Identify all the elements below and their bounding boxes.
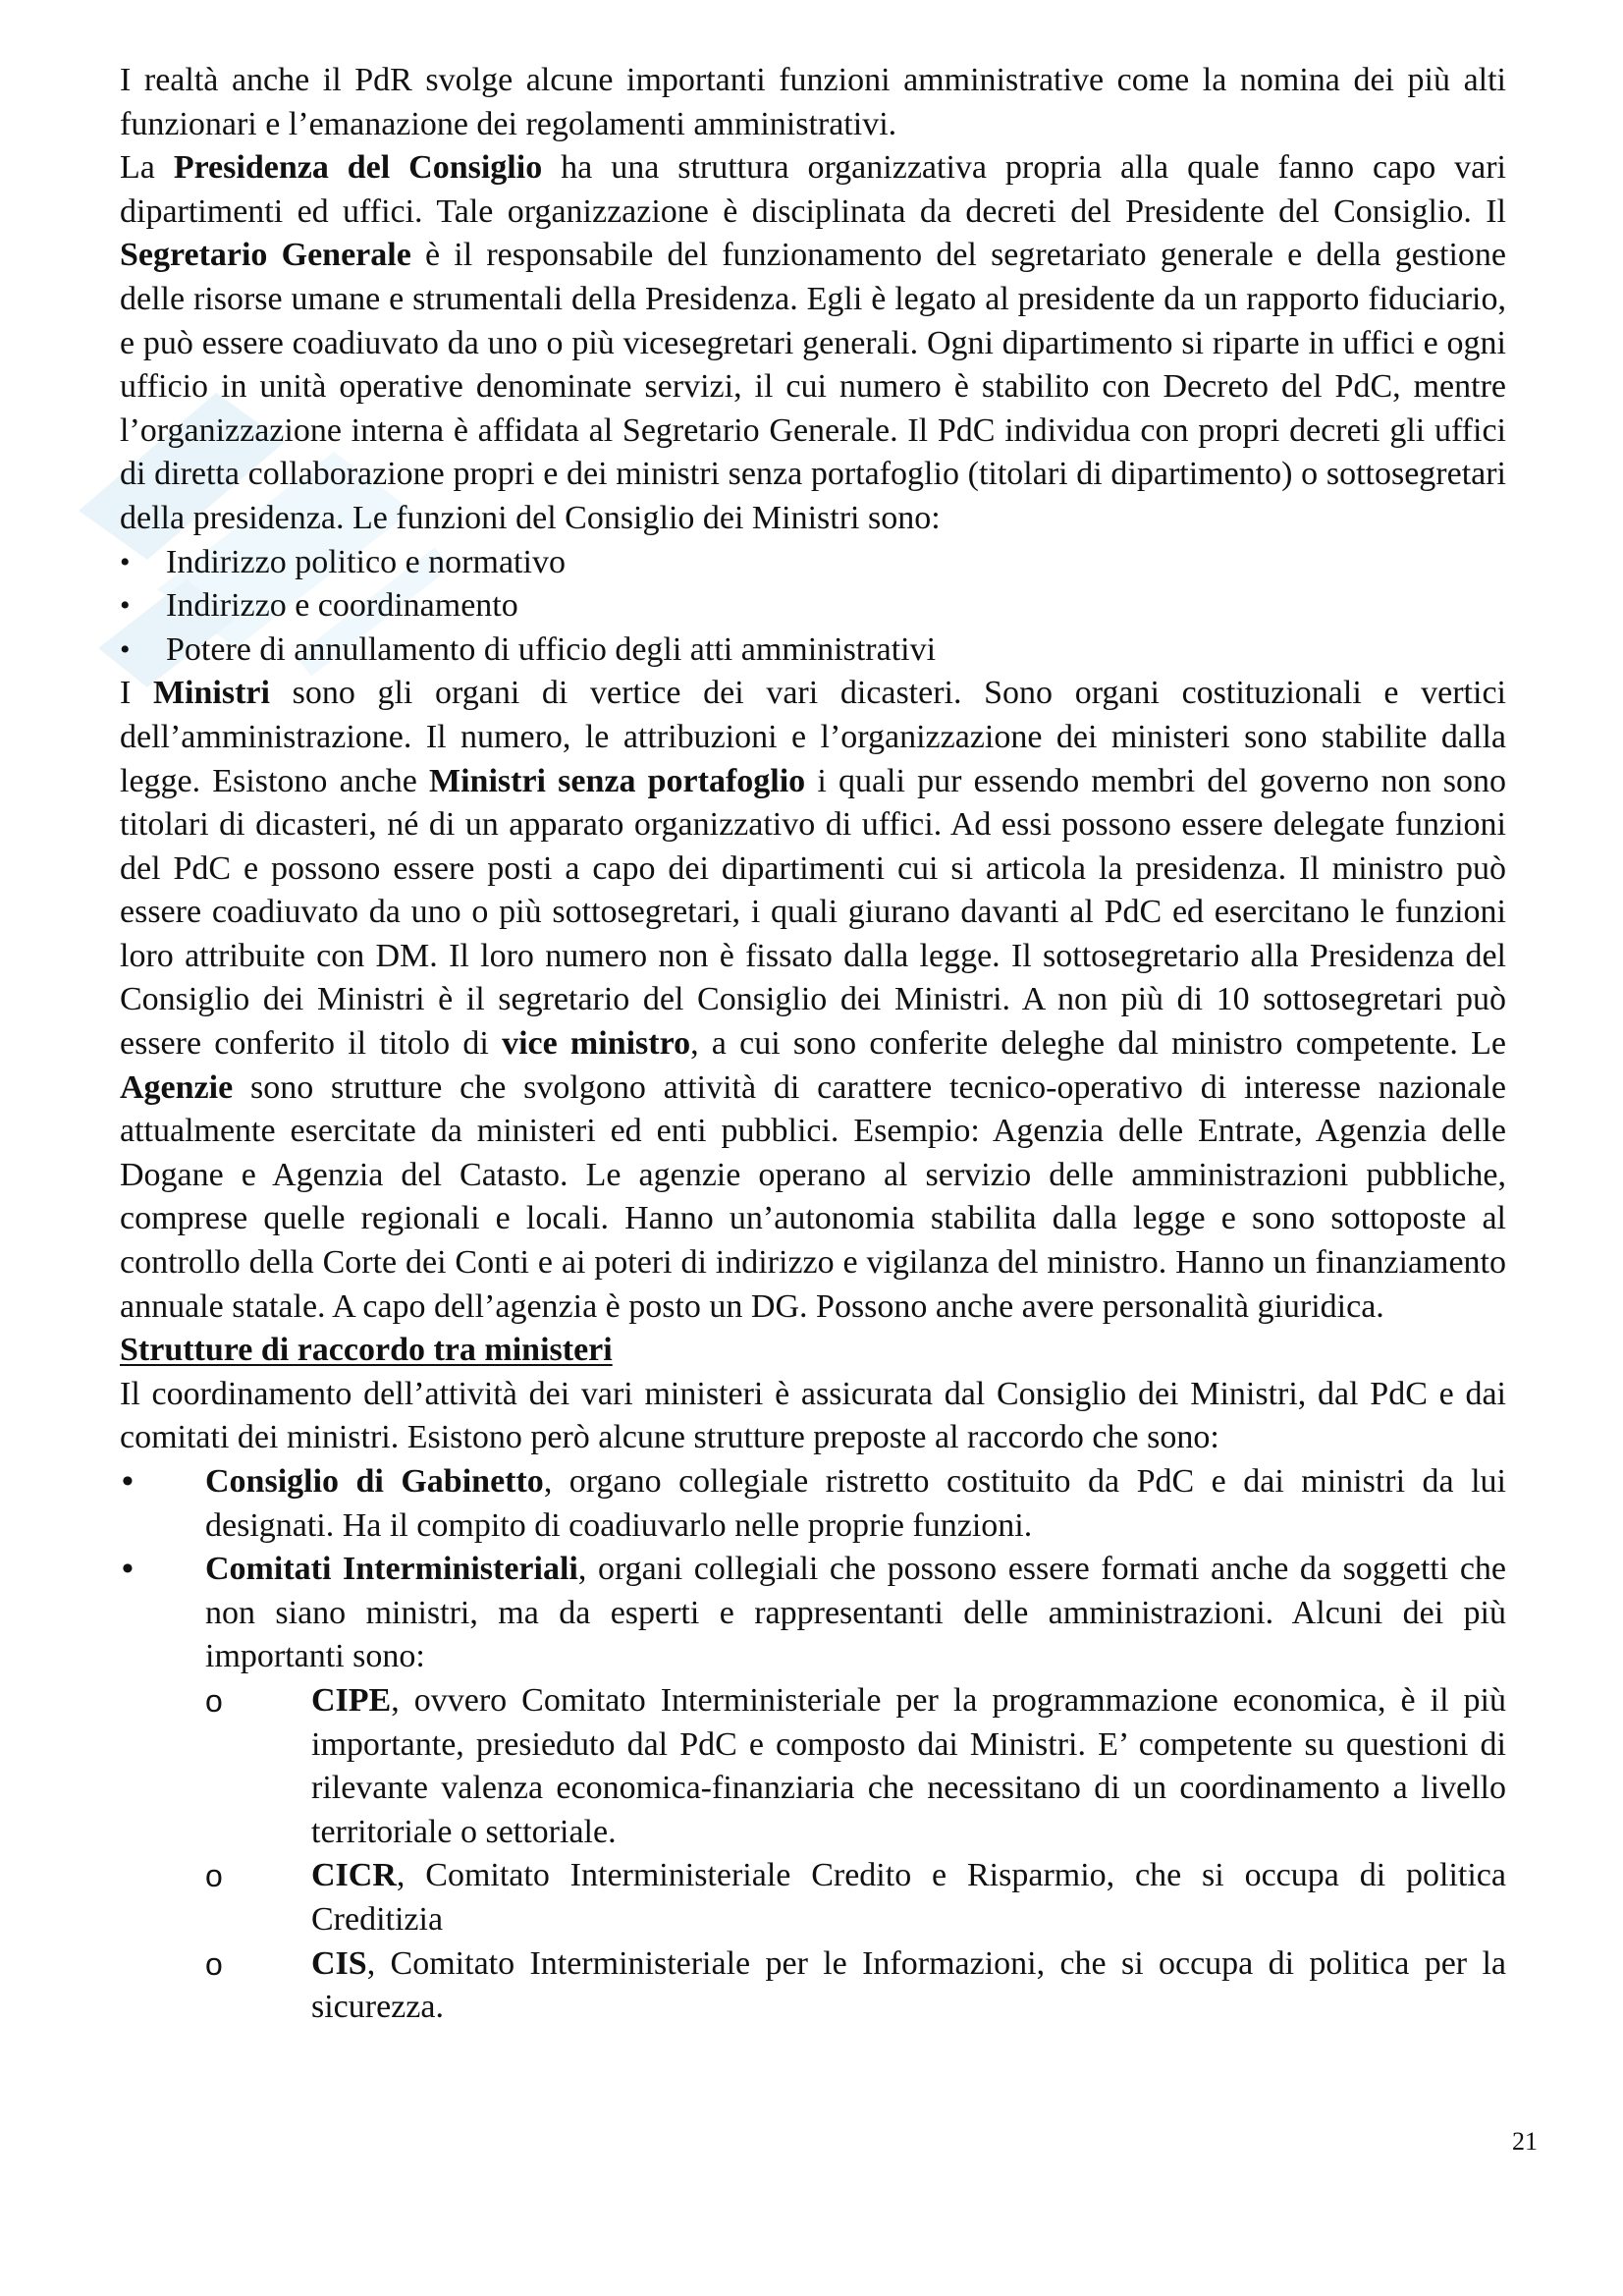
circle-bullet-icon: o [205, 1945, 223, 1982]
list-item: • Indirizzo politico e normativo [120, 541, 1506, 585]
committees-list [120, 1679, 1506, 2030]
functions-list [120, 541, 1506, 673]
term-ministri-senza-portafoglio: Ministri senza portafoglio [429, 762, 806, 799]
term-segretario-generale: Segretario Generale [120, 237, 411, 274]
paragraph-presidenza: La Presidenza del Consiglio ha una struttura organizzativa propria alla quale fanno capo vari dipartimenti ed uffici. Tale organizzazione è disciplinata da decreti del Presidente del Consiglio. Il Segretario Generale è il responsabile del funzionamento del segretariato generale e della gestione delle risorse umane e strumentali della Presidenza. Egli è legato al presidente da un rapporto fiduciario, e può essere coadiuvato da uno o più vicesegretari generali. Ogni dipartimento si riparte in uffici e ogni ufficio in unità operative denominate servizi, il cui numero è stabilito con Decreto del PdC, mentre l’organizzazione interna è affidata al Segretario Generale. Il PdC individua con propri decreti gli uffici di diretta collaborazione propri e dei ministri senza portafoglio (titolari di dipartimento) o sottosegretari della presidenza. Le funzioni del Consiglio dei Ministri sono: [120, 149, 1507, 536]
bullet-icon: • [120, 589, 131, 623]
document-page [120, 59, 1506, 2030]
section-title: Strutture di raccordo tra ministeri [120, 1332, 613, 1369]
list-item: o CICR, Comitato Interministeriale Credito e Risparmio, che si occupa di politica Creditizia [205, 1854, 1506, 1941]
list-item: o CIS, Comitato Interministeriale per le Informazioni, che si occupa di politica per la sicurezza. [205, 1942, 1506, 2030]
structures-list [120, 1460, 1506, 1679]
term-vice-ministro: vice ministro [502, 1025, 691, 1063]
list-item: o CIPE, ovvero Comitato Interministeriale per la programmazione economica, è il più importante, presieduto dal PdC e composto dai Ministri. E’ competente su questioni di rilevante valenza economica-finanziaria che necessitano di un coordinamento a livello territoriale o settoriale. [205, 1679, 1506, 1854]
term-agenzie: Agenzie [120, 1068, 234, 1106]
circle-bullet-icon: o [205, 1858, 223, 1894]
term-comitati-interministeriali: Comitati Interministeriali [205, 1551, 578, 1588]
bullet-icon: • [120, 632, 131, 666]
paragraph-pdr: I realtà anche il PdR svolge alcune importanti funzioni amministrative come la nomina dei più alti funzionari e l’emanazione dei regolamenti amministrativi. [120, 62, 1506, 142]
term-cicr: CICR [311, 1857, 397, 1894]
bullet-icon: • [122, 1551, 134, 1588]
bullet-icon: • [122, 1463, 134, 1500]
term-cis: CIS [311, 1944, 367, 1982]
term-cipe: CIPE [311, 1681, 392, 1719]
list-item: • Comitati Interministeriali, organi collegiali che possono essere formati anche da soggetti che non siano ministri, ma da esperti e rappresentanti delle amministrazioni. Alcuni dei più importanti sono: [120, 1548, 1506, 1679]
list-item: • Consiglio di Gabinetto, organo collegiale ristretto costituito da PdC e dai ministri da lui designati. Ha il compito di coadiuvarlo nelle proprie funzioni. [120, 1460, 1506, 1548]
circle-bullet-icon: o [205, 1682, 223, 1719]
list-item: • Potere di annullamento di ufficio degli atti amministrativi [120, 629, 1506, 673]
term-ministri: Ministri [152, 675, 270, 712]
page-number: 21 [1512, 2127, 1538, 2156]
bullet-icon: • [120, 545, 131, 578]
list-item: • Indirizzo e coordinamento [120, 584, 1506, 629]
paragraph-coordinamento: Il coordinamento dell’attività dei vari ministeri è assicurata dal Consiglio dei Ministri, dal PdC e dai comitati dei ministri. Esistono però alcune strutture preposte al raccordo che sono: [120, 1375, 1506, 1456]
term-presidenza-consiglio: Presidenza del Consiglio [173, 149, 543, 187]
term-consiglio-gabinetto: Consiglio di Gabinetto [205, 1463, 544, 1500]
paragraph-ministri: I Ministri sono gli organi di vertice dei vari dicasteri. Sono organi costituzionali e vertici dell’amministrazione. Il numero, le attribuzioni e l’organizzazione dei ministeri sono stabilite dalla legge. Esistono anche Ministri senza portafoglio i quali pur essendo membri del governo non sono titolari di dicasteri, né di un apparato organizzativo di uffici. Ad essi possono essere delegate funzioni del PdC e possono essere posti a capo dei dipartimenti cui si articola la presidenza. Il ministro può essere coadiuvato da uno o più sottosegretari, i quali giurano davanti al PdC ed esercitano le funzioni loro attribuite con DM. Il loro numero non è fissato dalla legge. Il sottosegretario alla Presidenza del Consiglio dei Ministri è il segretario del Consiglio dei Ministri. A non più di 10 sottosegretari può essere conferito il titolo di vice ministro, a cui sono conferite deleghe dal ministro competente. Le Agenzie sono strutture che svolgono attività di carattere tecnico-operativo di interesse nazionale attualmente esercitate da ministeri ed enti pubblici. Esempio: Agenzia delle Entrate, Agenzia delle Dogane e Agenzia del Catasto. Le agenzie operano al servizio delle amministrazioni pubbliche, comprese quelle regionali e locali. Hanno un’autonomia stabilita dalla legge e sono sottoposte al controllo della Corte dei Conti e ai poteri di indirizzo e vigilanza del ministro. Hanno un finanziamento annuale statale. A capo dell’agenzia è posto un DG. Possono anche avere personalità giuridica. [120, 675, 1506, 1325]
